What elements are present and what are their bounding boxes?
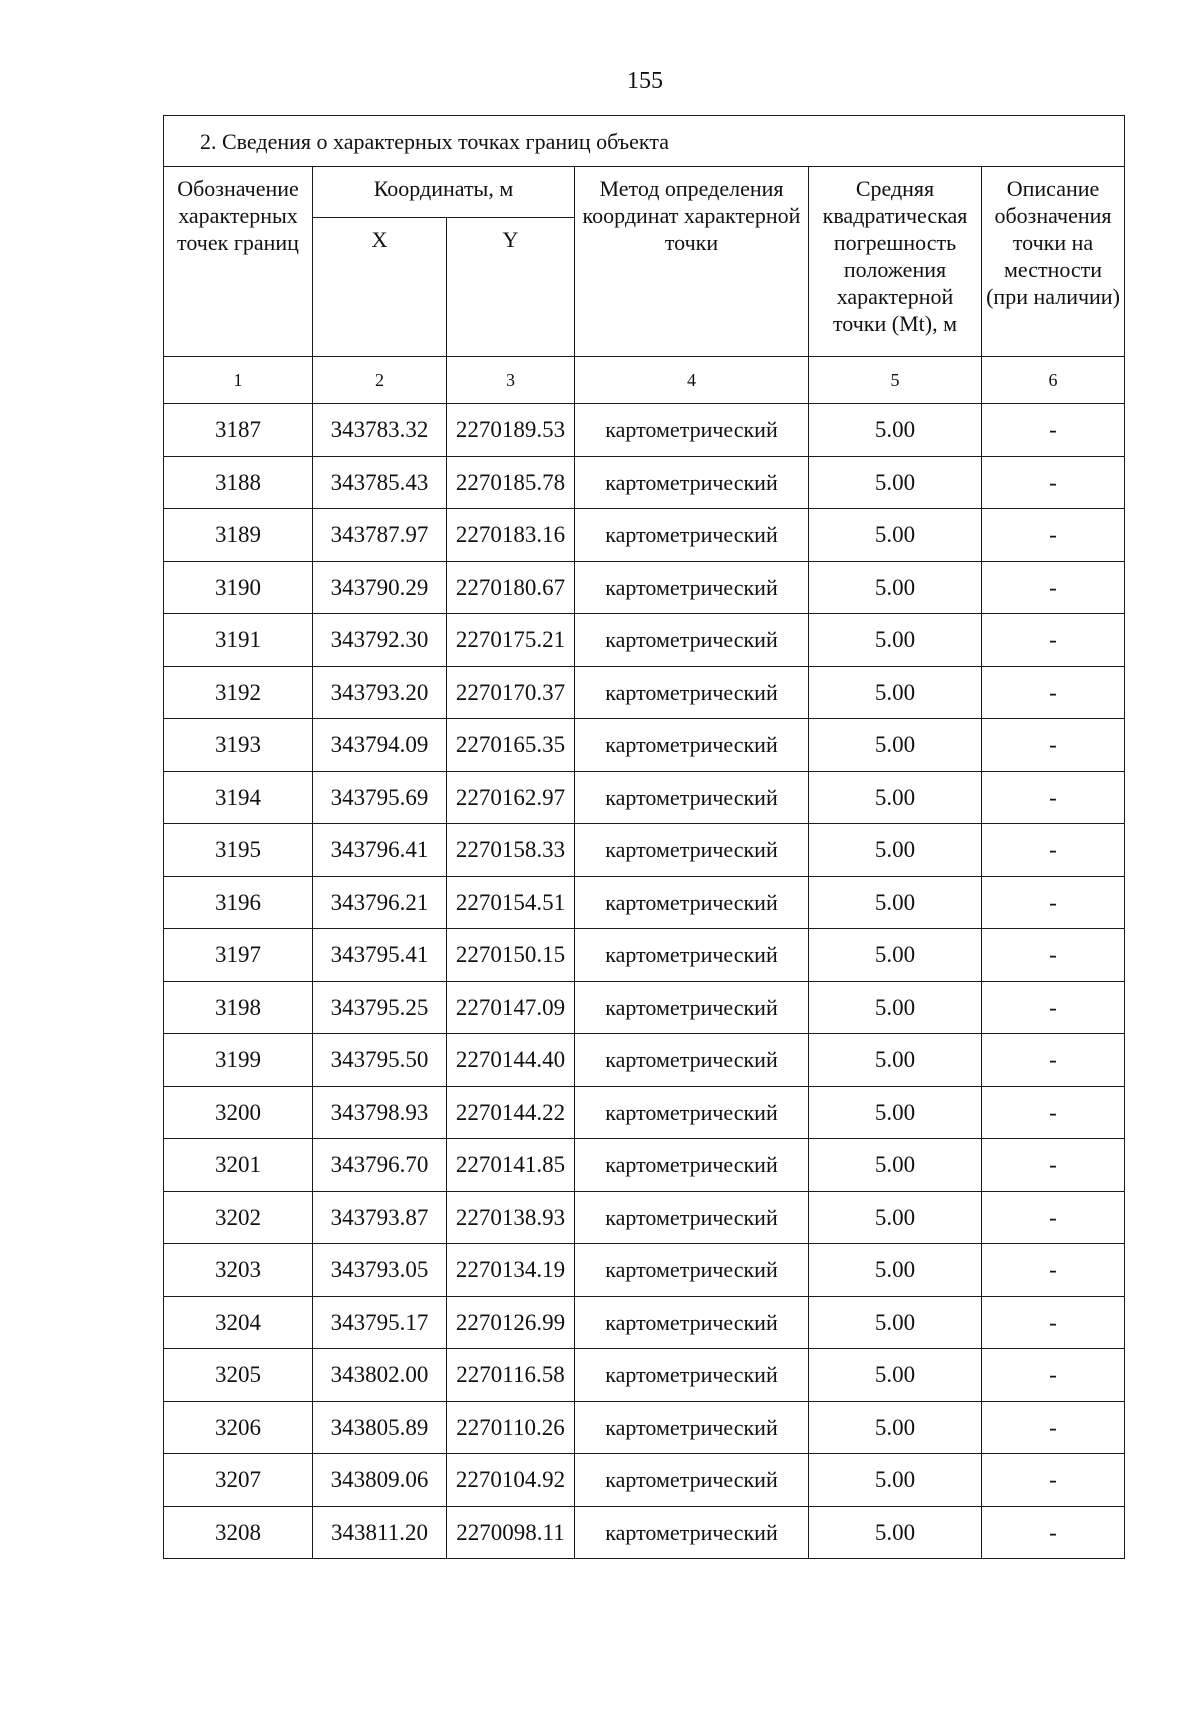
cell-x: 343796.41	[313, 824, 447, 877]
section-title-row	[164, 116, 1125, 167]
cell-description: -	[982, 1401, 1125, 1454]
cell-y: 2270098.11	[447, 1506, 575, 1559]
table-row	[164, 456, 1125, 509]
header-coords: Координаты, м	[313, 167, 575, 218]
cell-x: 343809.06	[313, 1454, 447, 1507]
cell-point: 3200	[164, 1086, 313, 1139]
cell-y: 2270150.15	[447, 929, 575, 982]
column-number: 1	[164, 357, 313, 404]
cell-error: 5.00	[809, 1296, 982, 1349]
table-row	[164, 1506, 1125, 1559]
boundary-points-table	[163, 115, 1125, 1559]
column-number: 2	[313, 357, 447, 404]
header-x: X	[313, 218, 447, 357]
cell-method: картометрический	[575, 719, 809, 772]
cell-error: 5.00	[809, 614, 982, 667]
cell-error: 5.00	[809, 1401, 982, 1454]
cell-point: 3195	[164, 824, 313, 877]
page-number: 155	[627, 68, 663, 94]
cell-x: 343796.21	[313, 876, 447, 929]
cell-x: 343787.97	[313, 509, 447, 562]
cell-y: 2270189.53	[447, 404, 575, 457]
table-row	[164, 1191, 1125, 1244]
cell-description: -	[982, 666, 1125, 719]
cell-method: картометрический	[575, 981, 809, 1034]
cell-method: картометрический	[575, 509, 809, 562]
cell-method: картометрический	[575, 929, 809, 982]
cell-method: картометрический	[575, 1454, 809, 1507]
cell-method: картометрический	[575, 1349, 809, 1402]
cell-point: 3187	[164, 404, 313, 457]
column-number: 6	[982, 357, 1125, 404]
cell-method: картометрический	[575, 876, 809, 929]
cell-y: 2270104.92	[447, 1454, 575, 1507]
cell-y: 2270185.78	[447, 456, 575, 509]
cell-description: -	[982, 1506, 1125, 1559]
cell-description: -	[982, 404, 1125, 457]
cell-method: картометрический	[575, 771, 809, 824]
cell-error: 5.00	[809, 1454, 982, 1507]
cell-error: 5.00	[809, 1191, 982, 1244]
cell-y: 2270126.99	[447, 1296, 575, 1349]
cell-point: 3203	[164, 1244, 313, 1297]
table-row	[164, 614, 1125, 667]
cell-point: 3201	[164, 1139, 313, 1192]
cell-point: 3207	[164, 1454, 313, 1507]
cell-y: 2270183.16	[447, 509, 575, 562]
cell-description: -	[982, 1034, 1125, 1087]
cell-error: 5.00	[809, 876, 982, 929]
table-row	[164, 771, 1125, 824]
cell-description: -	[982, 561, 1125, 614]
cell-error: 5.00	[809, 1139, 982, 1192]
table-row	[164, 1086, 1125, 1139]
cell-description: -	[982, 824, 1125, 877]
cell-point: 3198	[164, 981, 313, 1034]
cell-point: 3190	[164, 561, 313, 614]
table-row	[164, 1401, 1125, 1454]
cell-point: 3189	[164, 509, 313, 562]
cell-y: 2270110.26	[447, 1401, 575, 1454]
table-row	[164, 719, 1125, 772]
cell-error: 5.00	[809, 1086, 982, 1139]
header-y: Y	[447, 218, 575, 357]
cell-method: картометрический	[575, 1401, 809, 1454]
header-description: Описание обозначения точки на местности (при наличии)	[982, 167, 1125, 357]
header-method: Метод определения координат характерной точки	[575, 167, 809, 357]
section-title: 2. Сведения о характерных точках границ объекта	[164, 116, 1125, 167]
cell-y: 2270170.37	[447, 666, 575, 719]
cell-description: -	[982, 1244, 1125, 1297]
cell-x: 343783.32	[313, 404, 447, 457]
table-row	[164, 1139, 1125, 1192]
cell-x: 343790.29	[313, 561, 447, 614]
cell-x: 343795.69	[313, 771, 447, 824]
header-point: Обозначение характерных точек границ	[164, 167, 313, 357]
table-row	[164, 929, 1125, 982]
cell-point: 3188	[164, 456, 313, 509]
cell-x: 343793.87	[313, 1191, 447, 1244]
cell-error: 5.00	[809, 509, 982, 562]
cell-error: 5.00	[809, 1244, 982, 1297]
cell-description: -	[982, 1349, 1125, 1402]
table-row	[164, 1454, 1125, 1507]
column-number: 5	[809, 357, 982, 404]
cell-y: 2270158.33	[447, 824, 575, 877]
cell-method: картометрический	[575, 1296, 809, 1349]
cell-error: 5.00	[809, 719, 982, 772]
cell-y: 2270180.67	[447, 561, 575, 614]
cell-method: картометрический	[575, 1191, 809, 1244]
cell-point: 3204	[164, 1296, 313, 1349]
cell-description: -	[982, 876, 1125, 929]
cell-y: 2270138.93	[447, 1191, 575, 1244]
cell-y: 2270162.97	[447, 771, 575, 824]
cell-method: картометрический	[575, 1506, 809, 1559]
cell-description: -	[982, 456, 1125, 509]
cell-error: 5.00	[809, 561, 982, 614]
cell-method: картометрический	[575, 666, 809, 719]
cell-point: 3206	[164, 1401, 313, 1454]
header-row	[164, 167, 1125, 218]
cell-error: 5.00	[809, 1506, 982, 1559]
cell-error: 5.00	[809, 981, 982, 1034]
cell-error: 5.00	[809, 929, 982, 982]
cell-point: 3191	[164, 614, 313, 667]
cell-x: 343798.93	[313, 1086, 447, 1139]
cell-x: 343795.17	[313, 1296, 447, 1349]
cell-error: 5.00	[809, 1349, 982, 1402]
cell-y: 2270144.40	[447, 1034, 575, 1087]
cell-method: картометрический	[575, 456, 809, 509]
cell-description: -	[982, 929, 1125, 982]
cell-x: 343796.70	[313, 1139, 447, 1192]
cell-y: 2270154.51	[447, 876, 575, 929]
cell-x: 343805.89	[313, 1401, 447, 1454]
table-row	[164, 404, 1125, 457]
cell-error: 5.00	[809, 771, 982, 824]
cell-error: 5.00	[809, 404, 982, 457]
column-number: 3	[447, 357, 575, 404]
cell-error: 5.00	[809, 1034, 982, 1087]
cell-x: 343811.20	[313, 1506, 447, 1559]
cell-point: 3208	[164, 1506, 313, 1559]
cell-point: 3192	[164, 666, 313, 719]
cell-x: 343802.00	[313, 1349, 447, 1402]
cell-x: 343794.09	[313, 719, 447, 772]
table-row	[164, 1034, 1125, 1087]
table-row	[164, 509, 1125, 562]
cell-method: картометрический	[575, 561, 809, 614]
table-row	[164, 1349, 1125, 1402]
cell-point: 3194	[164, 771, 313, 824]
cell-method: картометрический	[575, 1244, 809, 1297]
table-row	[164, 666, 1125, 719]
header-error: Средняя квадратическая погрешность положения характерной точки (Mt), м	[809, 167, 982, 357]
cell-error: 5.00	[809, 456, 982, 509]
cell-description: -	[982, 1191, 1125, 1244]
table-row	[164, 1244, 1125, 1297]
cell-y: 2270134.19	[447, 1244, 575, 1297]
cell-point: 3197	[164, 929, 313, 982]
cell-method: картометрический	[575, 824, 809, 877]
cell-description: -	[982, 1139, 1125, 1192]
cell-y: 2270141.85	[447, 1139, 575, 1192]
cell-description: -	[982, 981, 1125, 1034]
cell-method: картометрический	[575, 1034, 809, 1087]
cell-description: -	[982, 509, 1125, 562]
cell-method: картометрический	[575, 1086, 809, 1139]
cell-point: 3202	[164, 1191, 313, 1244]
cell-point: 3196	[164, 876, 313, 929]
cell-method: картометрический	[575, 404, 809, 457]
cell-description: -	[982, 614, 1125, 667]
column-number: 4	[575, 357, 809, 404]
column-numbers-row	[164, 357, 1125, 404]
cell-x: 343793.20	[313, 666, 447, 719]
cell-point: 3199	[164, 1034, 313, 1087]
table-row	[164, 876, 1125, 929]
cell-error: 5.00	[809, 824, 982, 877]
cell-y: 2270165.35	[447, 719, 575, 772]
cell-point: 3193	[164, 719, 313, 772]
cell-error: 5.00	[809, 666, 982, 719]
table-row	[164, 1296, 1125, 1349]
cell-description: -	[982, 1086, 1125, 1139]
cell-point: 3205	[164, 1349, 313, 1402]
table-row	[164, 561, 1125, 614]
cell-description: -	[982, 1296, 1125, 1349]
cell-y: 2270175.21	[447, 614, 575, 667]
cell-method: картометрический	[575, 1139, 809, 1192]
cell-description: -	[982, 719, 1125, 772]
cell-method: картометрический	[575, 614, 809, 667]
table-row	[164, 824, 1125, 877]
cell-x: 343795.25	[313, 981, 447, 1034]
cell-description: -	[982, 1454, 1125, 1507]
cell-x: 343792.30	[313, 614, 447, 667]
cell-x: 343785.43	[313, 456, 447, 509]
cell-x: 343795.41	[313, 929, 447, 982]
cell-x: 343795.50	[313, 1034, 447, 1087]
cell-y: 2270147.09	[447, 981, 575, 1034]
cell-y: 2270144.22	[447, 1086, 575, 1139]
cell-y: 2270116.58	[447, 1349, 575, 1402]
table-row	[164, 981, 1125, 1034]
cell-x: 343793.05	[313, 1244, 447, 1297]
cell-description: -	[982, 771, 1125, 824]
